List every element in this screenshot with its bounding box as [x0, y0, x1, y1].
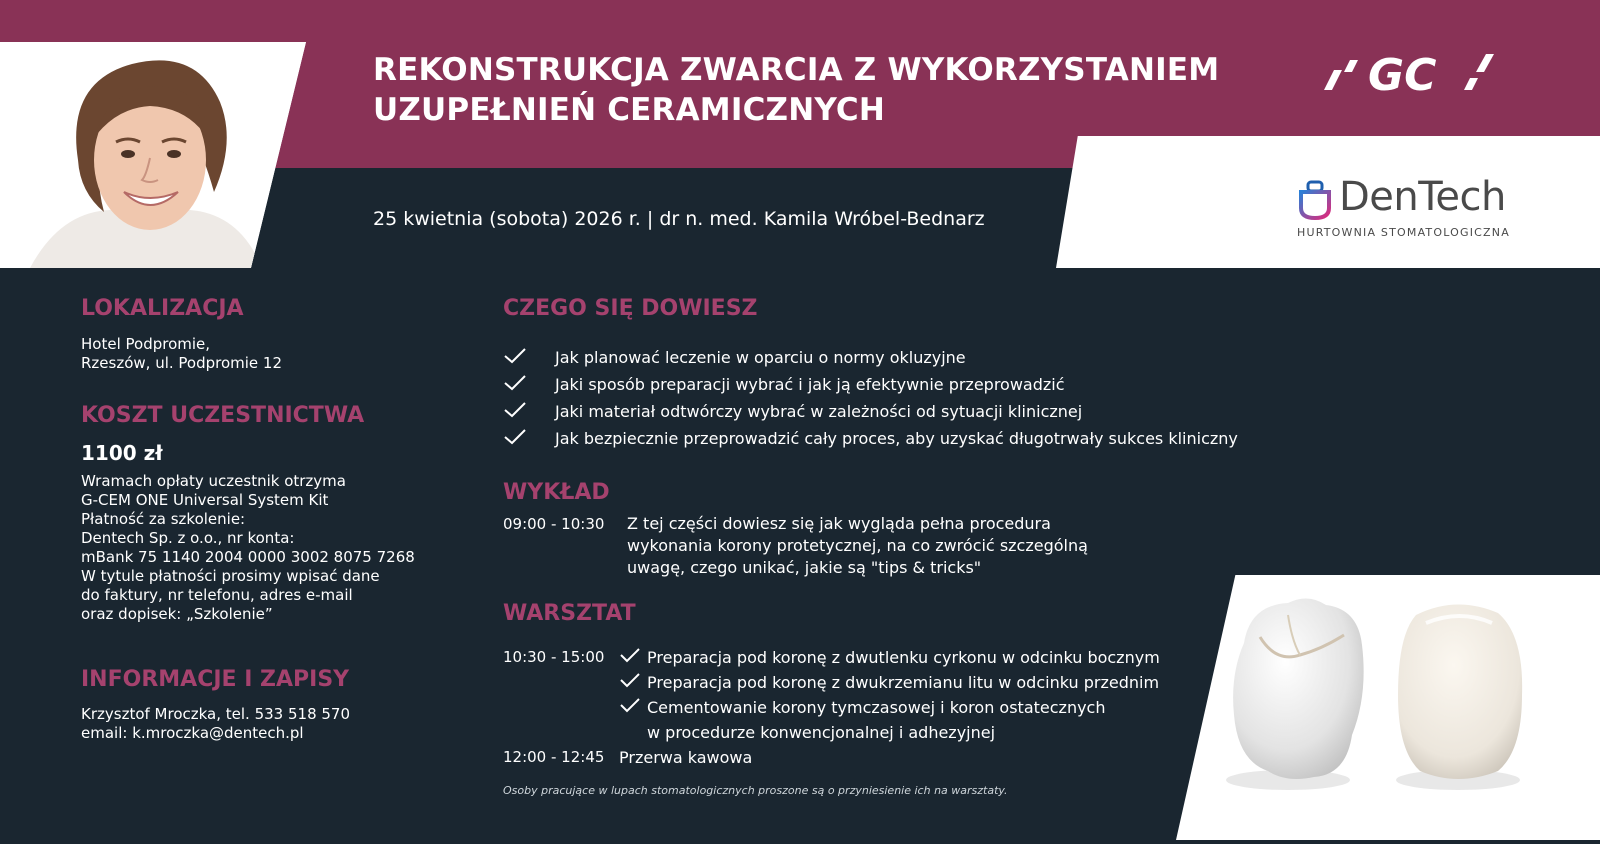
list-item — [619, 695, 1160, 720]
learn-item: Jaki materiał odtwórczy wybrać w zależności od sytuacji klinicznej — [555, 402, 1083, 421]
workshop-item: Cementowanie korony tymczasowej i koron ostatecznych — [647, 698, 1106, 717]
lecture-block — [503, 513, 1088, 579]
workshop-time: 10:30 - 15:00 — [503, 648, 605, 666]
workshop-items — [619, 645, 1160, 745]
cost-line: do faktury, nr telefonu, adres e-mail — [81, 586, 353, 604]
checkmark-icon — [619, 695, 647, 720]
workshop-item: Preparacja pod koronę z dwutlenku cyrkonu w odcinku bocznym — [647, 648, 1160, 667]
list-item — [503, 425, 1238, 452]
break-time: 12:00 - 12:45 — [503, 748, 605, 766]
location-heading: LOKALIZACJA — [81, 296, 244, 321]
checkmark-icon — [503, 374, 555, 396]
dentech-wordmark: DenTech — [1339, 174, 1506, 220]
contact-text — [81, 705, 350, 743]
cost-line: W tytule płatności prosimy wpisać dane — [81, 567, 380, 585]
workshop-block — [503, 645, 1160, 770]
location-line: Rzeszów, ul. Podpromie 12 — [81, 354, 283, 372]
location-text — [81, 335, 282, 373]
speaker-photo — [0, 42, 306, 268]
list-item — [619, 670, 1160, 695]
checkmark-icon — [503, 428, 555, 450]
lecture-description — [627, 513, 1088, 579]
gc-logo-text: GC — [1368, 50, 1437, 96]
cost-heading: KOSZT UCZESTNICTWA — [81, 403, 365, 428]
info-heading: INFORMACJE I ZAPISY — [81, 667, 350, 692]
bank-account: mBank 75 1140 2004 0000 3002 8075 7268 — [81, 548, 415, 566]
learn-heading: CZEGO SIĘ DOWIESZ — [503, 296, 758, 321]
checkmark-icon — [619, 670, 647, 695]
title-line-2: UZUPEŁNIEŃ CERAMICZNYCH — [373, 92, 885, 128]
cost-line: oraz dopisek: „Szkolenie” — [81, 605, 273, 623]
footnote: Osoby pracujące w lupach stomatologicznych proszone są o przyniesienie ich na warsztaty. — [503, 784, 1008, 797]
event-title — [373, 50, 1219, 130]
learn-item: Jaki sposób preparacji wybrać i jak ją efektywnie przeprowadzić — [555, 375, 1065, 394]
lecture-line: wykonania korony protetycznej, na co zwrócić szczególną — [627, 536, 1088, 555]
learn-item: Jak bezpiecznie przeprowadzić cały proces, aby uzyskać długotrwały sukces kliniczny — [555, 429, 1238, 448]
cost-line: Dentech Sp. z o.o., nr konta: — [81, 529, 295, 547]
event-date-speaker: 25 kwietnia (sobota) 2026 r. | dr n. med. Kamila Wróbel-Bednarz — [373, 208, 985, 230]
cost-line: G-CEM ONE Universal System Kit — [81, 491, 329, 509]
title-line-1: REKONSTRUKCJA ZWARCIA Z WYKORZYSTANIEM — [373, 52, 1220, 88]
lecture-line: Z tej części dowiesz się jak wygląda pełna procedura — [627, 514, 1051, 533]
lecture-line: uwagę, czego unikać, jakie są "tips & tricks" — [627, 558, 982, 577]
gc-logo — [1316, 50, 1506, 100]
list-item — [503, 344, 1238, 371]
workshop-item: Preparacja pod koronę z dwukrzemianu litu w odcinku przednim — [647, 673, 1160, 692]
lecture-heading: WYKŁAD — [503, 480, 610, 505]
cost-details — [81, 472, 415, 624]
contact-phone: Krzysztof Mroczka, tel. 533 518 570 — [81, 705, 351, 723]
checkmark-icon — [503, 347, 555, 369]
lecture-time: 09:00 - 10:30 — [503, 515, 605, 533]
price: 1100 zł — [81, 441, 163, 465]
workshop-session — [503, 645, 1160, 745]
dentech-bag-icon — [1297, 180, 1333, 222]
list-item — [619, 645, 1160, 670]
dentech-tagline: HURTOWNIA STOMATOLOGICZNA — [1297, 226, 1510, 239]
learn-item: Jak planować leczenie w oparciu o normy okluzyjne — [555, 348, 966, 367]
list-item — [503, 398, 1238, 425]
coffee-break — [503, 745, 1160, 770]
checkmark-icon — [503, 401, 555, 423]
list-item — [503, 371, 1238, 398]
crowns-image — [1176, 575, 1600, 840]
checkmark-icon — [619, 645, 647, 670]
cost-line: Wramach opłaty uczestnik otrzyma — [81, 472, 346, 490]
cost-line: Płatność za szkolenie: — [81, 510, 246, 528]
break-label: Przerwa kawowa — [619, 748, 753, 767]
workshop-item-continued: w procedurze konwencjonalnej i adhezyjnej — [647, 723, 996, 742]
contact-email: email: k.mroczka@dentech.pl — [81, 724, 304, 742]
workshop-heading: WARSZTAT — [503, 601, 636, 626]
location-line: Hotel Podpromie, — [81, 335, 211, 353]
learn-list — [503, 344, 1238, 452]
